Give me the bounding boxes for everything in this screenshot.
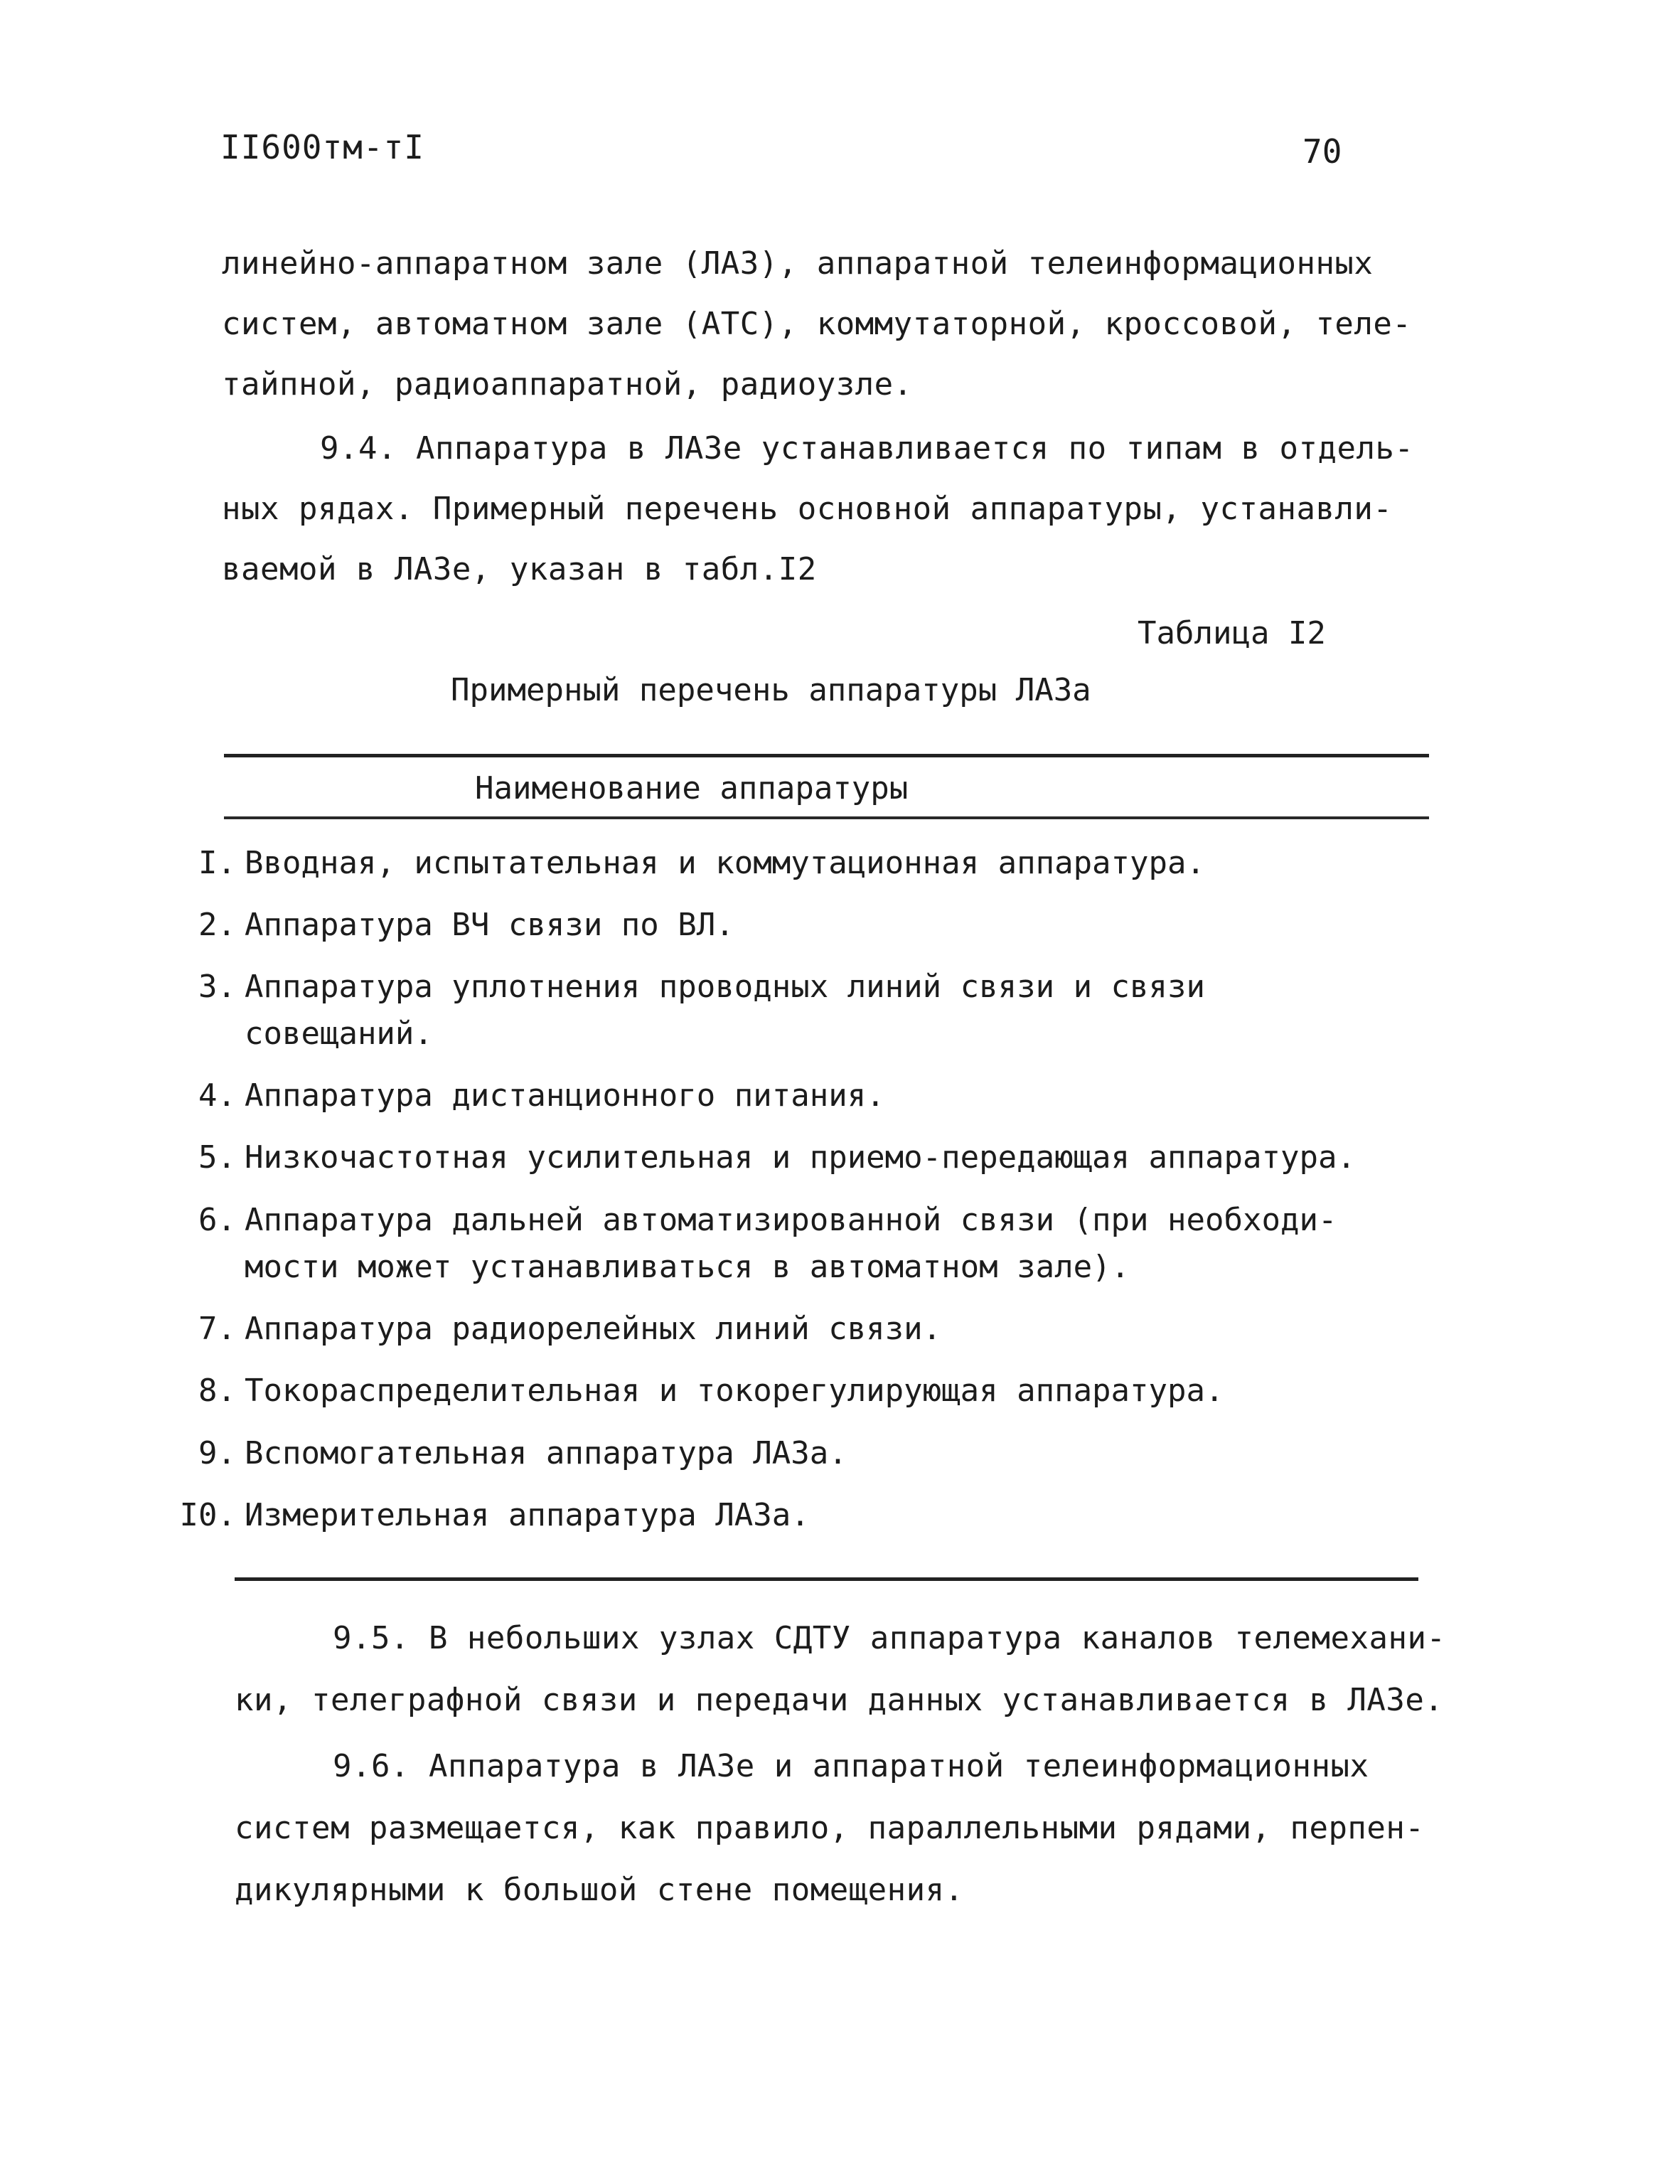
document-code: II600тм-тI: [220, 128, 424, 166]
row-text: Низкочастотная усилительная и приемо-передающая аппаратура.: [245, 1139, 1356, 1176]
row-number: 3.: [198, 969, 236, 1005]
row-number: 9.: [198, 1435, 236, 1471]
row-text: Токораспределительная и токорегулирующая аппаратура.: [245, 1373, 1224, 1409]
row-text: Аппаратура дистанционного питания.: [245, 1077, 885, 1114]
table-row: [165, 1139, 1356, 1176]
table-row: [165, 1311, 941, 1347]
row-number: 4.: [198, 1077, 236, 1114]
table-header-rule: [224, 816, 1429, 819]
paragraph-9-4-line: 9.4. Аппаратура в ЛАЗе устанавливается по типам в отдель-: [320, 430, 1414, 467]
table-row: [165, 969, 1205, 1005]
table-title: Примерный перечень аппаратуры ЛАЗа: [451, 672, 1091, 708]
table-row: [165, 1373, 1224, 1409]
paragraph-9-6-line: систем размещается, как правило, параллельными рядами, перпен-: [235, 1810, 1425, 1846]
table-top-rule: [224, 754, 1429, 757]
row-number: I0.: [179, 1497, 236, 1533]
paragraph-9-4-line: ваемой в ЛАЗе, указан в табл.I2: [222, 551, 817, 587]
intro-line: систем, автоматном зале (АТС), коммутаторной, кроссовой, теле-: [222, 306, 1412, 342]
row-text: Измерительная аппаратура ЛАЗа.: [245, 1497, 810, 1533]
table-row: [165, 1202, 1337, 1238]
row-text: Аппаратура дальней автоматизированной связи (при необходи-: [245, 1202, 1337, 1238]
row-number: 2.: [198, 907, 236, 943]
row-number: 5.: [198, 1139, 236, 1176]
table-column-header: Наименование аппаратуры: [475, 770, 909, 806]
table-row: [165, 1497, 810, 1533]
row-text: Аппаратура радиорелейных линий связи.: [245, 1311, 942, 1347]
row-text: Вводная, испытательная и коммутационная аппаратура.: [245, 845, 1206, 881]
row-text: Аппаратура уплотнения проводных линий связи и связи: [245, 969, 1206, 1005]
table-number: Таблица I2: [1138, 615, 1326, 651]
row-number: 6.: [198, 1202, 236, 1238]
paragraph-9-5-line: 9.5. В небольших узлах СДТУ аппаратура каналов телемехани-: [333, 1620, 1446, 1656]
row-number: 7.: [198, 1311, 236, 1347]
paragraph-9-4-line: ных рядах. Примерный перечень основной аппаратуры, устанавли-: [222, 491, 1393, 527]
table-row: [165, 1077, 885, 1114]
table-row: [165, 907, 734, 943]
paragraph-9-6-line: дикулярными к большой стене помещения.: [235, 1872, 964, 1908]
row-number: 8.: [198, 1373, 236, 1409]
intro-line: линейно-аппаратном зале (ЛАЗ), аппаратной телеинформационных: [222, 245, 1374, 282]
paragraph-9-6-line: 9.6. Аппаратура в ЛАЗе и аппаратной телеинформационных: [333, 1748, 1369, 1784]
row-text: Вспомогательная аппаратура ЛАЗа.: [245, 1435, 847, 1471]
page-number: 70: [1302, 132, 1342, 171]
row-text: Аппаратура ВЧ связи по ВЛ.: [245, 907, 734, 943]
table-row: [165, 845, 1205, 881]
row-text-continuation: мости может устанавливаться в автоматном зале).: [245, 1249, 1130, 1285]
table-bottom-rule: [235, 1577, 1418, 1581]
intro-line: тайпной, радиоаппаратной, радиоузле.: [222, 366, 913, 403]
table-row: [165, 1435, 847, 1471]
row-number: I.: [198, 845, 236, 881]
paragraph-9-5-line: ки, телеграфной связи и передачи данных устанавливается в ЛАЗе.: [235, 1682, 1444, 1718]
row-text-continuation: совещаний.: [245, 1016, 433, 1052]
